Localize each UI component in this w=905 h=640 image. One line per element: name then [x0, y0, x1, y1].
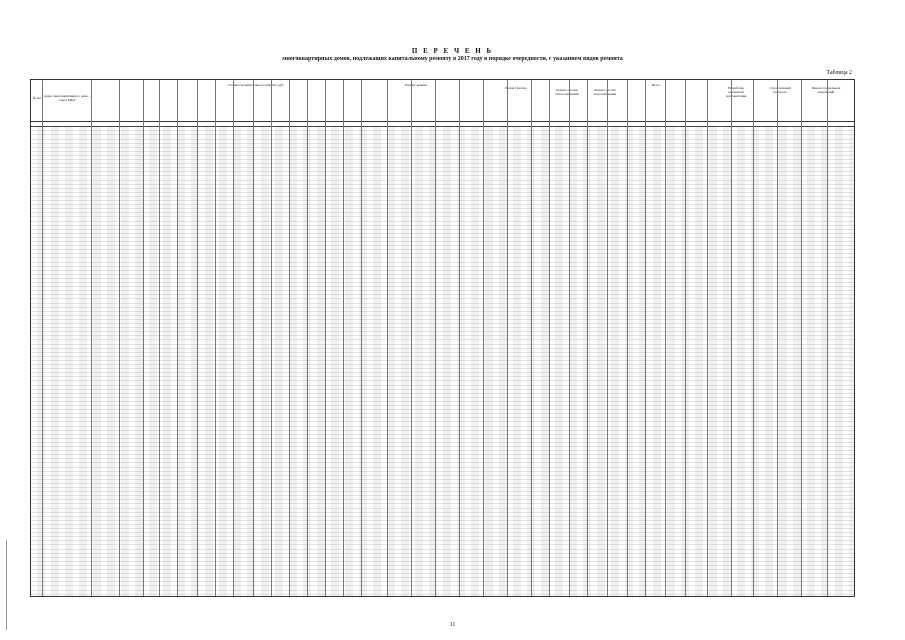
- document-title: П Е Р Е Ч Е Н Ь: [411, 47, 494, 55]
- column-line: [731, 80, 732, 596]
- header-group-total: Итого: [651, 83, 661, 87]
- column-line: [289, 80, 290, 596]
- column-line: [197, 80, 198, 596]
- column-line: [361, 80, 362, 596]
- column-line: [777, 80, 778, 596]
- header-group-costs: Стоимость капитального ремонта, руб.: [227, 83, 285, 87]
- document-subtitle: многоквартирных домов, подлежащих капитальному ремонту в 2017 году в порядке очередности, с указанием видов ремонта: [282, 56, 623, 62]
- column-line: [435, 80, 436, 596]
- column-line: [707, 80, 708, 596]
- header-col-control: Строительный контроль: [769, 86, 791, 94]
- column-line: [827, 80, 828, 596]
- header-col-address: Адрес многоквартирного дома – город МКД: [43, 94, 91, 102]
- page-number: 11: [449, 622, 456, 628]
- column-line: [531, 80, 532, 596]
- scan-edge-mark: [6, 540, 7, 630]
- column-line: [587, 80, 588, 596]
- column-line: [665, 80, 666, 596]
- header-col-design: Разработка проектной документации: [725, 86, 747, 98]
- header-col-basement: Ремонт подвальных помещений: [811, 86, 841, 94]
- column-line: [119, 80, 120, 596]
- column-line: [507, 80, 508, 596]
- column-line: [215, 80, 216, 596]
- column-line: [569, 80, 570, 596]
- column-line: [343, 80, 344, 596]
- header-col-no: № п/п: [32, 96, 42, 100]
- column-line: [159, 80, 160, 596]
- column-line: [387, 80, 388, 596]
- column-line: [307, 80, 308, 596]
- column-line: [607, 80, 608, 596]
- table-label: Таблица 2: [826, 70, 852, 76]
- column-line: [253, 80, 254, 596]
- column-line: [627, 80, 628, 596]
- column-line: [685, 80, 686, 596]
- repair-table: [30, 79, 855, 597]
- header-col-water: Ремонт систем водоснабжения: [593, 88, 617, 96]
- column-line: [459, 80, 460, 596]
- column-line: [271, 80, 272, 596]
- column-line: [801, 80, 802, 596]
- header-group-roof: Ремонт крыши: [405, 83, 427, 87]
- column-line: [233, 80, 234, 596]
- header-col-heating: Ремонт систем теплоснабжения: [555, 88, 579, 96]
- column-line: [411, 80, 412, 596]
- column-line: [325, 80, 326, 596]
- column-line: [549, 80, 550, 596]
- column-line: [143, 80, 144, 596]
- column-line: [91, 80, 92, 596]
- column-line: [483, 80, 484, 596]
- column-line: [177, 80, 178, 596]
- column-line: [42, 80, 43, 596]
- column-line: [753, 80, 754, 596]
- header-group-facade: Ремонт фасада: [505, 86, 527, 90]
- column-line: [645, 80, 646, 596]
